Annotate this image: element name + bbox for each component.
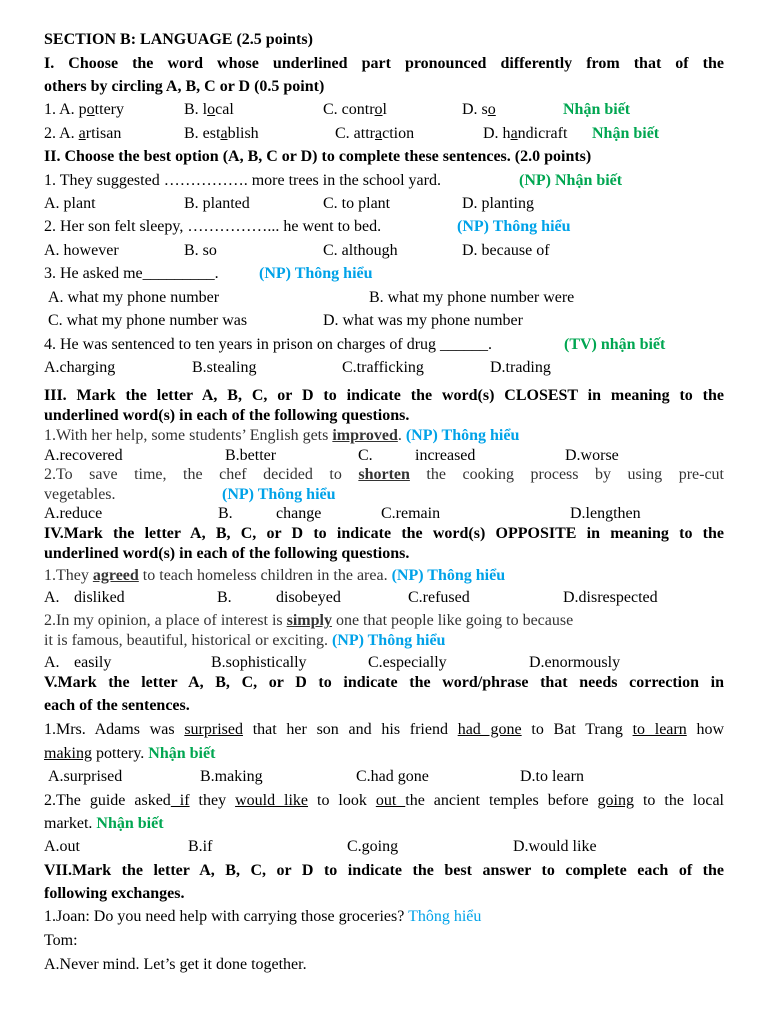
part5-question-1-line2: making pottery. Nhận biết	[44, 745, 216, 762]
underlined-phrase: surprised	[184, 721, 243, 738]
option-b[interactable]: B. planted	[184, 195, 250, 212]
level-tag: (NP) Thông hiểu	[222, 486, 336, 503]
question-text: 4. He was sentenced to ten years in prison on charges of drug ______.	[44, 336, 493, 353]
option-a[interactable]: A. what my phone number	[48, 289, 220, 306]
option-b-text: disobeyed	[276, 589, 341, 606]
option-a-text: easily	[74, 654, 112, 671]
option-c[interactable]: C.refused	[408, 589, 470, 606]
option-b[interactable]: B.if	[188, 838, 213, 855]
level-tag: (TV) nhận biết	[564, 336, 666, 353]
option-d[interactable]: D.worse	[565, 447, 619, 464]
option-c[interactable]: C.had gone	[356, 768, 429, 785]
option-b[interactable]: B.	[218, 505, 233, 522]
option-a[interactable]: 2. A. artisan	[44, 125, 122, 142]
underlined-phrase: to learn	[632, 721, 687, 738]
level-tag: (NP) Thông hiểu	[405, 427, 520, 444]
part5-question-1-line1: 1.Mrs. Adams was surprised that her son and his friend had gone to Bat Trang to learn how	[44, 721, 725, 738]
question-text: 2. Her son felt sleepy, ……………... he went to bed.	[44, 218, 382, 235]
underlined-word: improved	[332, 427, 398, 444]
level-tag: (NP) Thông hiểu	[259, 265, 373, 282]
question-text: 3. He asked me_________.	[44, 265, 219, 282]
option-c[interactable]: C.going	[347, 838, 399, 855]
part4-question-2-line1: 2.In my opinion, a place of interest is simply one that people like going to because	[44, 612, 574, 629]
part1-heading-line2: others by circling A, B, C or D (0.5 point)	[44, 78, 325, 95]
option-b[interactable]: B.making	[200, 768, 263, 785]
option-a[interactable]: A. plant	[44, 195, 96, 212]
underlined-word: shorten	[358, 466, 410, 483]
option-b[interactable]: B.	[217, 589, 232, 606]
part7-q1-option-a[interactable]: A.Never mind. Let’s get it done together.	[44, 956, 307, 973]
part1-heading-line1: I. Choose the word whose underlined part pronounced differently from that of the	[44, 55, 724, 72]
part4-question-1: 1.They agreed to teach homeless children in the area. (NP) Thông hiểu	[44, 567, 506, 584]
level-tag: Thông hiểu	[408, 908, 482, 925]
section-title: SECTION B: LANGUAGE (2.5 points)	[44, 31, 313, 48]
option-a[interactable]: A.surprised	[48, 768, 123, 785]
option-c[interactable]: C.	[358, 447, 373, 464]
option-b[interactable]: B.sophistically	[211, 654, 307, 671]
option-c[interactable]: C.remain	[381, 505, 441, 522]
underlined-phrase: had gone	[457, 721, 522, 738]
part4-heading-line1: IV.Mark the letter A, B, C, or D to indicate the word(s) OPPOSITE in meaning to the	[44, 525, 724, 542]
part3-heading-line1: III. Mark the letter A, B, C, or D to indicate the word(s) CLOSEST in meaning to the	[44, 387, 724, 404]
option-a[interactable]: A.recovered	[44, 447, 123, 464]
option-d[interactable]: D. handicraft	[483, 125, 568, 142]
underlined-word: agreed	[92, 567, 139, 584]
part3-heading-line2: underlined word(s) in each of the following questions.	[44, 407, 410, 424]
underlined-word: simply	[286, 612, 332, 629]
level-tag: (NP) Thông hiểu	[391, 567, 506, 584]
question-text: 1.Joan: Do you need help with carrying those groceries?	[44, 908, 405, 925]
option-d[interactable]: D. planting	[462, 195, 534, 212]
option-b-text: change	[276, 505, 322, 522]
question-text: 1. They suggested ……………. more trees in the school yard.	[44, 172, 441, 189]
option-d[interactable]: D. because of	[462, 242, 550, 259]
level-tag: (NP) Thông hiểu	[331, 632, 446, 649]
option-d[interactable]: D. so	[462, 101, 496, 118]
worksheet-page: SECTION B: LANGUAGE (2.5 points) I. Choose the word whose underlined part pronounced differently from that of the others by circling A, B, C or D (0.5 point) 1. A. pottery B. local C. control D. so Nhận biết 2. A. artisan B. establish C. attraction D. handicraft Nhận biết II. Choose the best option (A, B, C or D) to complete these sentences. (2.0 points) 1. They suggested ……………. more trees in the school yard. (NP) Nhận biết A. plant B. planted C. to plant D. planting 2. Her son felt sleepy, ……………... he went to bed. (NP) Thông hiểu A. however B. so C. although D. because of 3. He asked me_________. (NP) Thông hiểu A. what my phone number B. what my phone number were C. what my phone number was D. what was my phone number 4. He was sentenced to ten years in prison on charges of drug ______. (TV) nhận biết A.charging B.stealing C.trafficking D.trading III. Mark the letter A, B, C, or D to indicate the word(s) CLOSEST in meaning to the underlined word(s) in each of the following questions. 1.With her help, some students’ English gets improved. (NP) Thông hiểu A.recovered B.better C. increased D.worse 2.To save time, the chef decided to shorten the cooking process by using pre-cut vegetables. (NP) Thông hiểu A.reduce B. change C.remain D.lengthen IV.Mark the letter A, B, C, or D to indicate the word(s) OPPOSITE in meaning to the underlined word(s) in each of the following questions. 1.They agreed to teach homeless children in the area. (NP) Thông hiểu A. disliked B. disobeyed C.refused D.disrespected 2.In my opinion, a place of interest is simply one that people like going to because it is famous, beautiful, historical or exciting. (NP) Thông hiểu A. easily B.sophistically C.especially D.enormously V.Mark the letter A, B, C, or D to indicate the word/phrase that needs correction in each of the sentences. 1.Mrs. Adams was surprised that her son and his friend had gone to Bat Trang to learn how making pottery. Nhận biết A.surprised B.making C.had gone D.to learn 2.The guide asked if they would like to look out the ancient temples before going to the local market. Nhận biết A.out B.if C.going D.would like VII.Mark the letter A, B, C, or D to indicate the best answer to complete each of the following exchanges. 1.Joan: Do you need help with carrying those groceries? Thông hiểu Tom: A.Never mind. Let’s get it done together.	[44, 31, 725, 973]
part4-question-2-line2: it is famous, beautiful, historical or exciting. (NP) Thông hiểu	[44, 632, 446, 649]
option-d[interactable]: D.would like	[513, 838, 597, 855]
underlined-phrase: making	[44, 745, 92, 762]
option-b[interactable]: B.stealing	[192, 359, 257, 376]
option-c[interactable]: C. to plant	[323, 195, 391, 212]
part5-question-2-line1: 2.The guide asked if they would like to look out the ancient temples before going to the local	[44, 792, 724, 809]
level-tag: Nhận biết	[592, 125, 660, 142]
part5-heading-line2: each of the sentences.	[44, 697, 190, 714]
option-a[interactable]: A.charging	[44, 359, 116, 376]
part5-question-2-line2: market. Nhận biết	[44, 815, 164, 832]
option-a[interactable]: A.	[44, 654, 60, 671]
part7-heading-line2: following exchanges.	[44, 885, 185, 902]
part5-heading-line1: V.Mark the letter A, B, C, or D to indicate the word/phrase that needs correction in	[44, 674, 724, 691]
option-c[interactable]: C.trafficking	[342, 359, 424, 376]
option-d[interactable]: D. what was my phone number	[323, 312, 523, 329]
level-tag: (NP) Nhận biết	[519, 172, 623, 189]
option-d[interactable]: D.enormously	[529, 654, 621, 671]
option-a[interactable]: A.out	[44, 838, 80, 855]
part3-question-2-line1: 2.To save time, the chef decided to shorten the cooking process by using pre-cut	[44, 466, 724, 483]
option-a[interactable]: A.reduce	[44, 505, 103, 522]
level-tag: Nhận biết	[148, 745, 216, 762]
part2-heading: II. Choose the best option (A, B, C or D) to complete these sentences. (2.0 points)	[44, 148, 592, 165]
underlined-phrase: if	[170, 792, 190, 809]
option-c[interactable]: C. what my phone number was	[48, 312, 248, 329]
option-d[interactable]: D.lengthen	[570, 505, 641, 522]
option-a-text: disliked	[74, 589, 125, 606]
underlined-phrase: out	[375, 792, 406, 809]
part7-heading-line1: VII.Mark the letter A, B, C, or D to indicate the best answer to complete each of the	[44, 862, 724, 879]
part7-question-1	[44, 907, 724, 927]
part4-heading-line2: underlined word(s) in each of the following questions.	[44, 545, 410, 562]
option-b[interactable]: B.better	[225, 447, 277, 464]
option-d[interactable]: D.trading	[490, 359, 551, 376]
option-d[interactable]: D.to learn	[520, 768, 584, 785]
option-c-text: increased	[415, 447, 476, 464]
option-c[interactable]: C. although	[323, 242, 398, 259]
underlined-phrase: going	[597, 792, 634, 809]
option-a[interactable]: A.	[44, 589, 60, 606]
option-b[interactable]: B. what my phone number were	[369, 289, 575, 306]
option-c[interactable]: C. control	[323, 101, 387, 118]
option-b[interactable]: B. so	[184, 242, 217, 259]
level-tag: (NP) Thông hiểu	[457, 218, 571, 235]
option-c[interactable]: C.especially	[368, 654, 447, 671]
part3-question-1: 1.With her help, some students’ English gets improved. (NP) Thông hiểu	[44, 427, 520, 444]
option-a[interactable]: A. however	[44, 242, 119, 259]
option-c[interactable]: C. attraction	[335, 125, 415, 142]
option-d[interactable]: D.disrespected	[563, 589, 658, 606]
underlined-phrase: would like	[235, 792, 309, 809]
option-a[interactable]: 1. A. pottery	[44, 101, 124, 118]
part7-q1-speaker: Tom:	[44, 932, 78, 949]
option-b[interactable]: B. establish	[184, 125, 259, 142]
level-tag: Nhận biết	[96, 815, 164, 832]
level-tag: Nhận biết	[563, 101, 631, 118]
option-b[interactable]: B. local	[184, 101, 234, 118]
